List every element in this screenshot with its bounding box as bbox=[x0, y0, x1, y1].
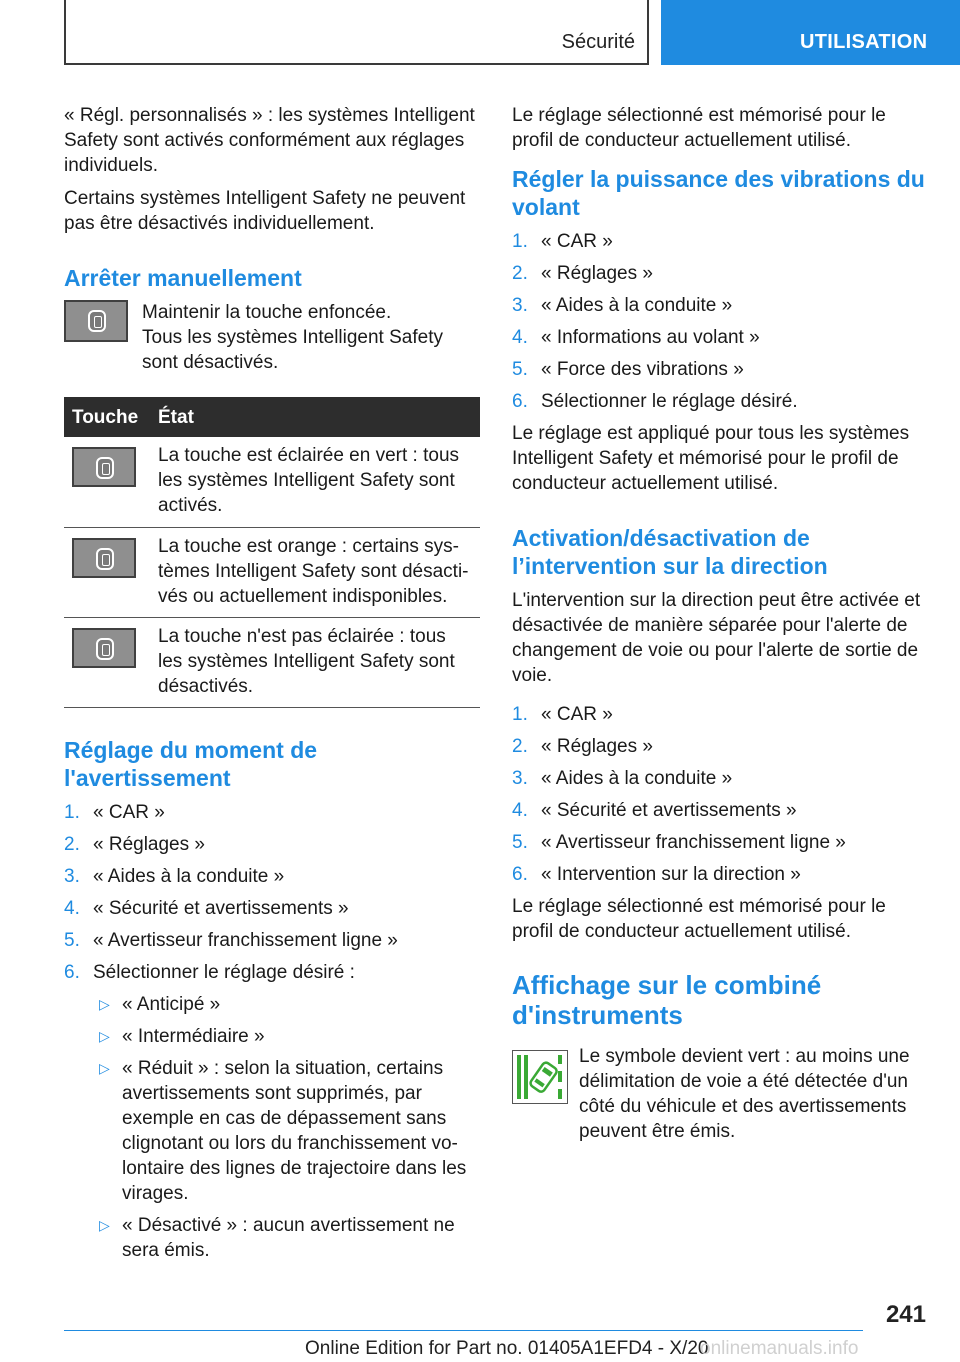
intelligent-safety-button-icon bbox=[72, 538, 136, 578]
list-item: 5. « Avertisseur franchissement ligne » bbox=[512, 832, 846, 853]
intro-paragraph-2: Certains systèmes Intelligent Safety ne peuvent pas être désactivés individuellement. bbox=[64, 188, 466, 234]
vibration-heading: Régler la puissance des vibrations du volant bbox=[512, 166, 925, 220]
table-row bbox=[64, 437, 480, 527]
header-section-box bbox=[64, 0, 649, 65]
timing-options bbox=[93, 992, 480, 1263]
list-item: 1. « CAR » bbox=[64, 801, 165, 823]
right-column bbox=[512, 103, 930, 1144]
list-item: 3. « Aides à la conduite » bbox=[512, 768, 733, 789]
option-item: ▷ « Réduit » : selon la situation, certains avertissements sont supprimés, par exemple en cas de dépassement sans clignotant ou lors du franchissement volontaire des lignes de trajectoire dans les virages. bbox=[99, 1057, 467, 1204]
list-item: 6. « Intervention sur la direction » bbox=[512, 864, 801, 885]
intelligent-safety-button-icon bbox=[72, 628, 136, 668]
list-item: 1. « CAR » bbox=[512, 704, 613, 725]
list-item: 5. « Avertisseur franchissement ligne » bbox=[64, 929, 398, 951]
vibration-note: Le réglage est appliqué pour tous les systèmes Intelligent Safety et mémorisé pour le profil de conducteur actuellement utilisé. bbox=[512, 423, 910, 494]
warning-timing-steps bbox=[64, 800, 480, 1263]
table-cell-state: La touche n'est pas éclairée : tous les systèmes Intelligent Safety sont désactivés. bbox=[150, 617, 480, 707]
option-item: ▷ « Intermédiaire » bbox=[99, 1025, 265, 1047]
list-item: 2. « Réglages » bbox=[64, 833, 205, 855]
left-column bbox=[64, 103, 480, 1270]
stop-line-2: Tous les systèmes Intelligent Safety sont désactivés. bbox=[142, 327, 443, 373]
vibration-steps bbox=[512, 229, 930, 414]
steering-intro: L'intervention sur la direction peut être activée et désactivée de manière séparée pour l'alerte de changement de voie ou pour l'alerte de sortie de voie. bbox=[512, 590, 921, 686]
list-item: 4. « Sécurité et avertissements » bbox=[64, 897, 349, 919]
watermark-text: onlinemanuals.info bbox=[700, 1338, 859, 1359]
steering-heading: Activation/désactivation de l’intervention sur la direction bbox=[512, 525, 828, 579]
header-chapter-label: UTILISATION bbox=[800, 31, 928, 53]
table-cell-state: La touche est éclairée en vert : tous les systèmes Intelligent Safety sont activés. bbox=[150, 437, 480, 527]
table-header-state: État bbox=[150, 397, 480, 437]
table-row bbox=[64, 527, 480, 617]
stop-line-1: Maintenir la touche enfoncée. bbox=[142, 302, 392, 323]
list-item: 4. « Sécurité et avertissements » bbox=[512, 800, 797, 821]
intelligent-safety-button-icon bbox=[72, 447, 136, 487]
display-text: Le symbole devient vert : au moins une délimitation de voie a été détectée d'un côté du véhicule et des avertissements peuvent être émis. bbox=[579, 1046, 910, 1142]
list-item: 6. Sélectionner le réglage désiré : ▷ « Anticipé » ▷ « Intermédiaire » ▷ « Réduit » : selon la situation, certains avertissements sont supprimés, par exemple en cas de dépassement sans clignotant ou lors du franchissement volontaire des lignes de trajectoire dans les virages. ▷ « Désactivé » : aucun avertissement ne sera émis. bbox=[64, 960, 480, 1263]
intro-paragraph-1: « Régl. personnalisés » : les systèmes Intelligent Safety sont activés conformément aux réglages individuels. bbox=[64, 105, 475, 176]
footer-rule bbox=[64, 1330, 863, 1331]
display-heading: Affichage sur le combiné d'instruments bbox=[512, 970, 822, 1030]
intelligent-safety-button-icon bbox=[64, 300, 128, 342]
memo-paragraph-2: Le réglage sélectionné est mémorisé pour le profil de conducteur actuellement utilisé. bbox=[512, 896, 886, 942]
lane-departure-symbol-icon bbox=[512, 1050, 568, 1104]
edition-text: Online Edition for Part no. 01405A1EFD4 - X/20 bbox=[305, 1338, 709, 1359]
warning-timing-heading: Réglage du moment de l'avertissement bbox=[64, 736, 318, 791]
option-item: ▷ « Désactivé » : aucun avertissement ne sera émis. bbox=[99, 1214, 455, 1261]
table-cell-state: La touche est orange : certains systèmes Intelligent Safety sont désactivés ou actuellement indisponibles. bbox=[150, 527, 480, 617]
page-number: 241 bbox=[885, 1301, 926, 1328]
header-chapter-tab bbox=[661, 0, 960, 65]
stop-key-block bbox=[64, 300, 480, 375]
list-item: 1. « CAR » bbox=[512, 231, 613, 252]
list-item: 5. « Force des vibrations » bbox=[512, 359, 744, 380]
list-item: 3. « Aides à la conduite » bbox=[512, 295, 733, 316]
button-state-table bbox=[64, 397, 480, 708]
list-item: 2. « Réglages » bbox=[512, 263, 653, 284]
option-item: ▷ « Anticipé » bbox=[99, 993, 221, 1015]
stop-heading: Arrêter manuellement bbox=[64, 265, 302, 291]
table-row bbox=[64, 617, 480, 707]
display-symbol-block bbox=[512, 1044, 930, 1144]
header-section-label: Sécurité bbox=[561, 31, 635, 53]
table-header-key: Touche bbox=[64, 397, 150, 437]
list-item: 3. « Aides à la conduite » bbox=[64, 865, 285, 887]
list-item: 4. « Informations au volant » bbox=[512, 327, 760, 348]
list-item: 6. Sélectionner le réglage désiré. bbox=[512, 391, 798, 412]
steering-steps bbox=[512, 702, 930, 887]
list-item: 2. « Réglages » bbox=[512, 736, 653, 757]
memo-paragraph-1: Le réglage sélectionné est mémorisé pour le profil de conducteur actuellement utilisé. bbox=[512, 105, 886, 151]
